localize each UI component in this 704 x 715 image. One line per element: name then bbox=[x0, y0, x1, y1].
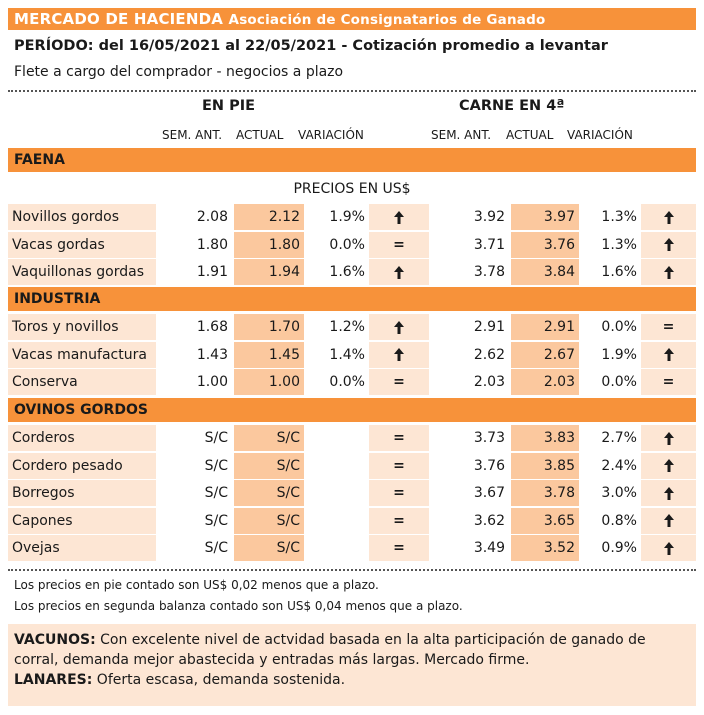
table-row bbox=[8, 342, 696, 368]
carne-actual: 3.76 bbox=[511, 232, 579, 258]
pie-variacion: 1.4% bbox=[305, 342, 369, 368]
carne-trend bbox=[641, 425, 696, 451]
equal-icon: = bbox=[662, 319, 675, 335]
pie-actual: 1.80 bbox=[234, 232, 304, 258]
row-name: Vacas manufactura bbox=[8, 342, 156, 368]
arrow-up-icon bbox=[664, 237, 674, 253]
carne-actual: 3.84 bbox=[511, 259, 579, 285]
carne-actual: 3.83 bbox=[511, 425, 579, 451]
table-row bbox=[8, 259, 696, 285]
pie-actual: S/C bbox=[234, 508, 304, 534]
carne-variacion: 0.9% bbox=[579, 535, 641, 561]
carne-trend bbox=[641, 369, 696, 395]
carne-sem-ant: 2.91 bbox=[433, 314, 509, 340]
pie-actual: S/C bbox=[234, 535, 304, 561]
row-name: Novillos gordos bbox=[8, 204, 156, 230]
pie-trend bbox=[369, 342, 429, 368]
carne-actual: 2.03 bbox=[511, 369, 579, 395]
equal-icon: = bbox=[393, 457, 405, 474]
col-variacion: VARIACIÓN bbox=[298, 128, 364, 142]
carne-sem-ant: 3.92 bbox=[433, 204, 509, 230]
arrow-up-icon bbox=[664, 458, 674, 474]
carne-trend bbox=[641, 314, 696, 340]
row-name: Toros y novillos bbox=[8, 314, 156, 340]
carne-variacion: 1.9% bbox=[579, 342, 641, 368]
pie-actual: 1.70 bbox=[234, 314, 304, 340]
pie-variacion: 1.2% bbox=[305, 314, 369, 340]
carne-variacion: 3.0% bbox=[579, 480, 641, 506]
table-row bbox=[8, 508, 696, 534]
arrow-up-icon bbox=[664, 209, 674, 225]
arrow-up-icon bbox=[664, 513, 674, 529]
arrow-up-icon bbox=[394, 319, 404, 335]
divider bbox=[8, 90, 696, 92]
carne-sem-ant: 3.73 bbox=[433, 425, 509, 451]
row-name: Corderos bbox=[8, 425, 156, 451]
equal-icon: = bbox=[662, 374, 675, 390]
section-band bbox=[8, 148, 696, 172]
col-sem-ant-carne: SEM. ANT. bbox=[431, 128, 492, 142]
arrow-up-icon bbox=[394, 347, 404, 363]
pie-trend bbox=[369, 480, 429, 506]
carne-variacion: 1.3% bbox=[579, 204, 641, 230]
header-title: MERCADO DE HACIENDA bbox=[14, 10, 224, 28]
pie-variacion bbox=[305, 535, 369, 561]
carne-variacion: 0.8% bbox=[579, 508, 641, 534]
carne-trend bbox=[641, 342, 696, 368]
header-bar bbox=[8, 8, 696, 30]
carne-sem-ant: 3.67 bbox=[433, 480, 509, 506]
pie-sem-ant: 1.00 bbox=[159, 369, 232, 395]
pie-variacion: 1.6% bbox=[305, 259, 369, 285]
carne-actual: 3.97 bbox=[511, 204, 579, 230]
equal-icon: = bbox=[393, 430, 405, 446]
carne-actual: 2.67 bbox=[511, 342, 579, 368]
carne-variacion: 2.4% bbox=[579, 453, 641, 479]
carne-variacion: 2.7% bbox=[579, 425, 641, 451]
pie-actual: 1.45 bbox=[234, 342, 304, 368]
pie-variacion: 0.0% bbox=[305, 369, 369, 395]
pie-trend bbox=[369, 232, 429, 258]
pie-trend bbox=[369, 508, 429, 534]
arrow-up-icon bbox=[664, 264, 674, 280]
row-name: Vaquillonas gordas bbox=[8, 259, 156, 285]
carne-variacion: 0.0% bbox=[579, 314, 641, 340]
pie-sem-ant: 1.91 bbox=[159, 259, 232, 285]
pie-sem-ant: S/C bbox=[159, 453, 232, 479]
header-subtitle: Asociación de Consignatarios de Ganado bbox=[228, 12, 546, 28]
pie-actual: S/C bbox=[234, 480, 304, 506]
pie-actual: 1.00 bbox=[234, 369, 304, 395]
carne-actual: 3.65 bbox=[511, 508, 579, 534]
carne-sem-ant: 3.49 bbox=[433, 535, 509, 561]
carne-sem-ant: 3.78 bbox=[433, 259, 509, 285]
arrow-up-icon bbox=[664, 485, 674, 501]
equal-icon: = bbox=[393, 540, 405, 556]
carne-actual: 3.52 bbox=[511, 535, 579, 561]
pie-actual: 1.94 bbox=[234, 259, 304, 285]
section-band bbox=[8, 287, 696, 311]
arrow-up-icon bbox=[394, 264, 404, 280]
carne-actual: 3.85 bbox=[511, 453, 579, 479]
lanares-text: Oferta escasa, demanda sostenida. bbox=[92, 672, 346, 688]
pie-variacion: 1.9% bbox=[305, 204, 369, 230]
vacunos-text: Con excelente nivel de actvidad basada en la alta participación de ganado de corral, demanda mejor abastecida y entradas más largas. Mercado firme. bbox=[14, 632, 646, 668]
carne-variacion: 1.3% bbox=[579, 232, 641, 258]
carne-trend bbox=[641, 453, 696, 479]
carne-sem-ant: 3.71 bbox=[433, 232, 509, 258]
table-row bbox=[8, 232, 696, 258]
lanares-label: LANARES: bbox=[14, 672, 93, 688]
pie-trend bbox=[369, 204, 429, 230]
arrow-up-icon bbox=[664, 347, 674, 363]
pie-variacion bbox=[305, 508, 369, 534]
equal-icon: = bbox=[393, 485, 405, 501]
note-2: Los precios en segunda balanza contado son US$ 0,04 menos que a plazo. bbox=[14, 599, 463, 613]
carne-variacion: 0.0% bbox=[579, 369, 641, 395]
carne-trend bbox=[641, 259, 696, 285]
carne-actual: 2.91 bbox=[511, 314, 579, 340]
section-title: INDUSTRIA bbox=[14, 291, 101, 307]
row-name: Conserva bbox=[8, 369, 156, 395]
table-row bbox=[8, 369, 696, 395]
table-row bbox=[8, 425, 696, 451]
carne-trend bbox=[641, 535, 696, 561]
flete-line: Flete a cargo del comprador - negocios a plazo bbox=[14, 64, 344, 80]
pie-trend bbox=[369, 425, 429, 451]
carne-trend bbox=[641, 204, 696, 230]
col-actual: ACTUAL bbox=[236, 128, 284, 142]
pie-actual: S/C bbox=[234, 453, 304, 479]
arrow-up-icon bbox=[664, 430, 674, 446]
carne-sem-ant: 2.03 bbox=[433, 369, 509, 395]
pie-trend bbox=[369, 314, 429, 340]
section-title: OVINOS GORDOS bbox=[14, 402, 148, 418]
note-1: Los precios en pie contado son US$ 0,02 menos que a plazo. bbox=[14, 578, 379, 592]
pie-sem-ant: S/C bbox=[159, 425, 232, 451]
pie-trend bbox=[369, 535, 429, 561]
pie-sem-ant: S/C bbox=[159, 508, 232, 534]
equal-icon: = bbox=[393, 512, 405, 529]
col-sem-ant: SEM. ANT. bbox=[162, 128, 223, 142]
arrow-up-icon bbox=[664, 540, 674, 556]
section-title: FAENA bbox=[14, 152, 65, 168]
group-carne: CARNE EN 4ª bbox=[459, 98, 565, 114]
pie-sem-ant: 2.08 bbox=[159, 204, 232, 230]
precios-label: PRECIOS EN US$ bbox=[293, 181, 411, 197]
table-row bbox=[8, 204, 696, 230]
carne-sem-ant: 3.76 bbox=[433, 453, 509, 479]
pie-sem-ant: S/C bbox=[159, 480, 232, 506]
table-row bbox=[8, 453, 696, 479]
carne-actual: 3.78 bbox=[511, 480, 579, 506]
pie-trend bbox=[369, 453, 429, 479]
pie-actual: S/C bbox=[234, 425, 304, 451]
carne-variacion: 1.6% bbox=[579, 259, 641, 285]
equal-icon: = bbox=[393, 236, 405, 253]
carne-trend bbox=[641, 232, 696, 258]
pie-trend bbox=[369, 369, 429, 395]
section-band bbox=[8, 398, 696, 422]
table-row bbox=[8, 480, 696, 506]
pie-variacion: 0.0% bbox=[305, 232, 369, 258]
row-name: Borregos bbox=[8, 480, 156, 506]
equal-icon: = bbox=[393, 374, 405, 390]
pie-sem-ant: 1.43 bbox=[159, 342, 232, 368]
col-variacion-carne: VARIACIÓN bbox=[567, 128, 633, 142]
pie-variacion bbox=[305, 480, 369, 506]
group-en-pie: EN PIE bbox=[202, 98, 256, 114]
arrow-up-icon bbox=[394, 209, 404, 225]
row-name: Vacas gordas bbox=[8, 232, 156, 258]
pie-actual: 2.12 bbox=[234, 204, 304, 230]
row-name: Ovejas bbox=[8, 535, 156, 561]
divider bbox=[8, 569, 696, 571]
pie-sem-ant: 1.80 bbox=[159, 232, 232, 258]
table-row bbox=[8, 314, 696, 340]
market-comment bbox=[8, 624, 696, 706]
row-name: Cordero pesado bbox=[8, 453, 156, 479]
vacunos-label: VACUNOS: bbox=[14, 632, 96, 648]
pie-sem-ant: 1.68 bbox=[159, 314, 232, 340]
carne-sem-ant: 3.62 bbox=[433, 508, 509, 534]
pie-sem-ant: S/C bbox=[159, 535, 232, 561]
pie-variacion bbox=[305, 425, 369, 451]
col-actual-carne: ACTUAL bbox=[506, 128, 554, 142]
carne-trend bbox=[641, 480, 696, 506]
carne-trend bbox=[641, 508, 696, 534]
table-row bbox=[8, 535, 696, 561]
period-line: PERÍODO: del 16/05/2021 al 22/05/2021 - Cotización promedio a levantar bbox=[14, 38, 608, 54]
pie-variacion bbox=[305, 453, 369, 479]
row-name: Capones bbox=[8, 508, 156, 534]
pie-trend bbox=[369, 259, 429, 285]
carne-sem-ant: 2.62 bbox=[433, 342, 509, 368]
